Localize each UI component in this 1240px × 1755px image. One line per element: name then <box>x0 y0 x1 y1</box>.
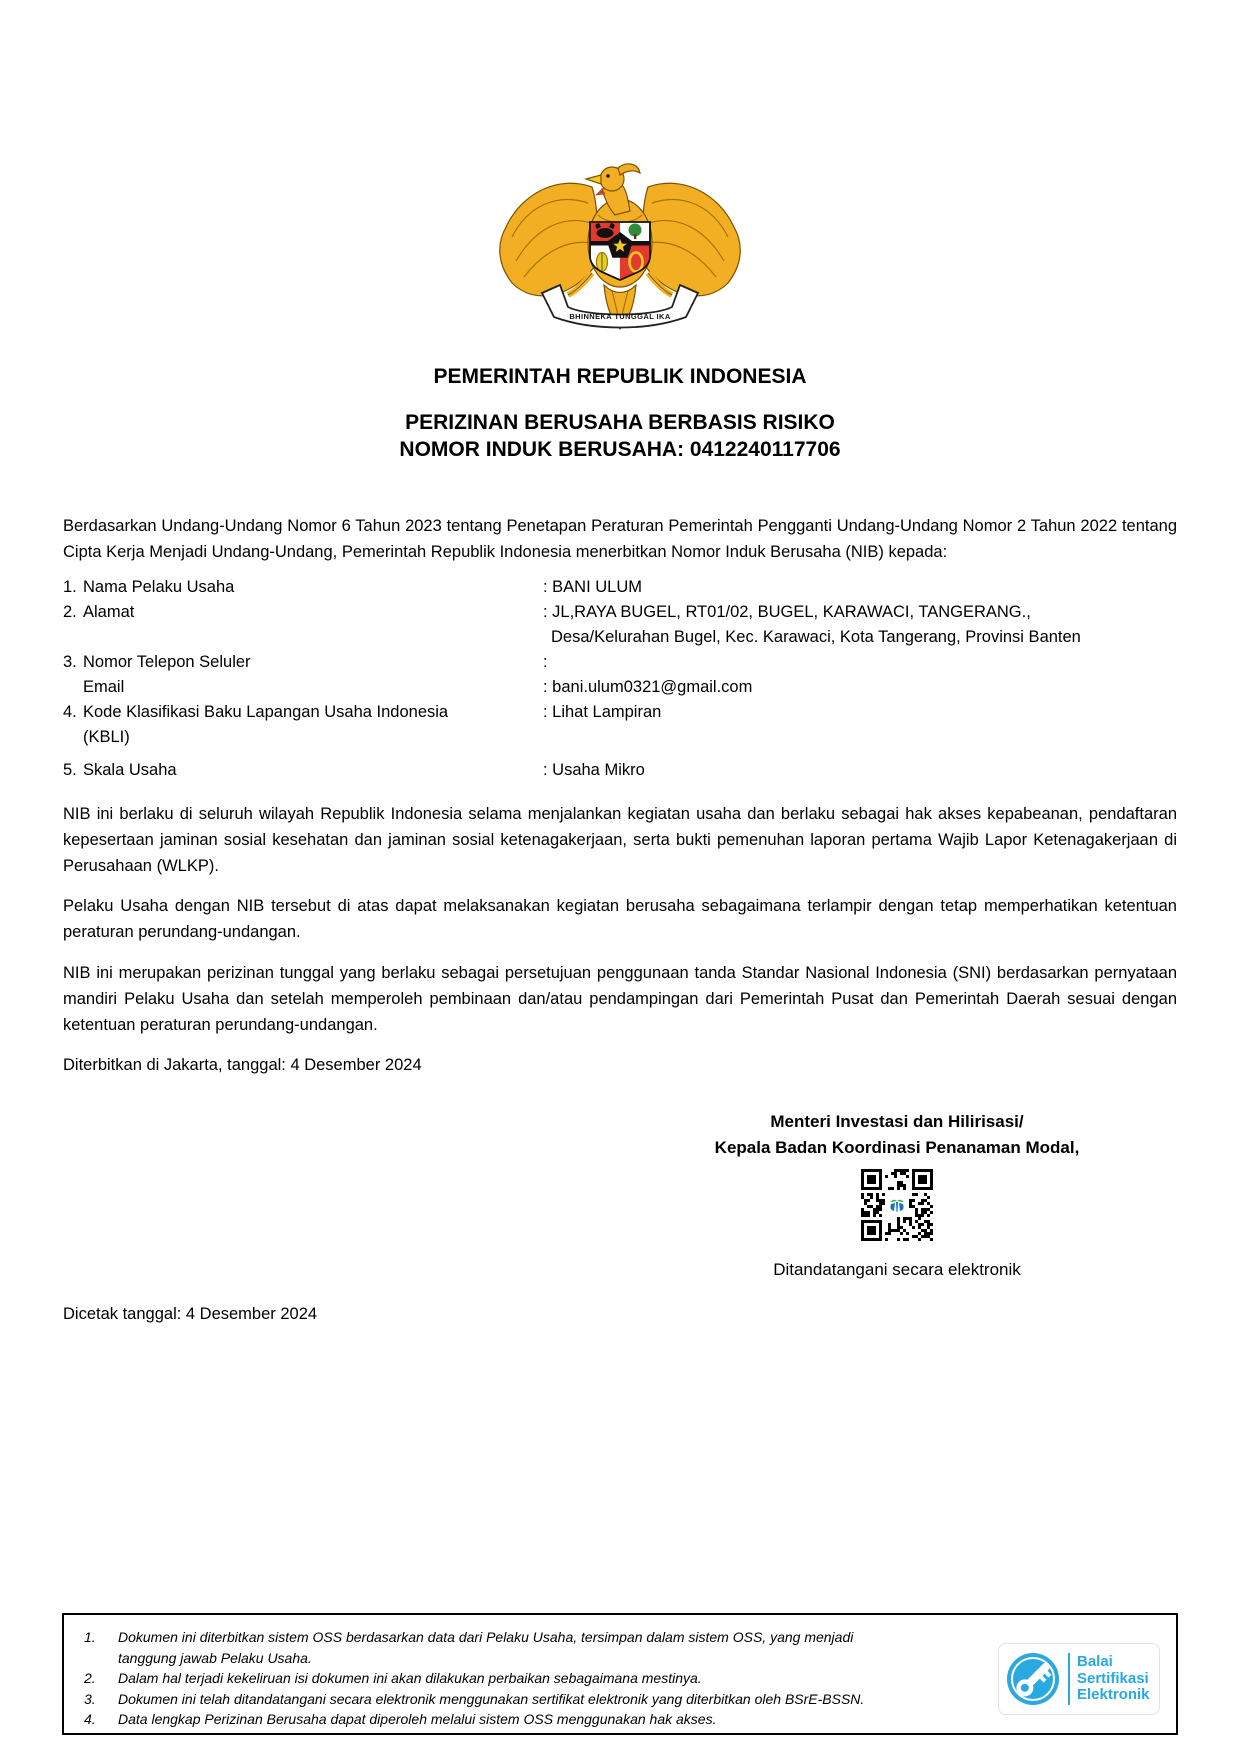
field-label: (KBLI) <box>83 728 130 746</box>
field-label: Email <box>83 678 125 696</box>
note-text: Dokumen ini diterbitkan sistem OSS berdasarkan data dari Pelaku Usaha, tersimpan dalam sistem OSS, yang menjadi tanggung jawab Pelaku Usaha. <box>118 1629 854 1666</box>
bse-key-icon <box>1005 1651 1061 1707</box>
qr-code <box>861 1169 933 1241</box>
field-value: : BANI ULUM <box>543 578 643 596</box>
bse-logo-card <box>998 1643 1160 1715</box>
field-label: Skala Usaha <box>83 761 177 779</box>
garuda-emblem-graphic <box>488 145 752 341</box>
minister-title-line2: Kepala Badan Koordinasi Penanaman Modal, <box>714 1138 1080 1157</box>
field-row <box>63 625 1177 650</box>
field-row <box>63 575 1177 600</box>
bse-logo-line2: Sertifikasi <box>1077 1669 1149 1687</box>
note-text: Dokumen ini telah ditandatangani secara elektronik menggunakan sertifikat elektronik yang diterbitkan oleh BSrE-BSSN. <box>118 1690 865 1707</box>
document-title-line1: PERIZINAN BERUSAHA BERBASIS RISIKO <box>405 411 835 434</box>
field-label: Nama Pelaku Usaha <box>83 578 235 596</box>
footer-note-row <box>84 1709 884 1730</box>
field-value: : Lihat Lampiran <box>543 703 662 721</box>
field-value: : bani.ulum0321@gmail.com <box>543 678 753 696</box>
bse-logo-text <box>1077 1654 1150 1704</box>
bkpm-logo-icon <box>885 1193 909 1217</box>
issued-line: Diterbitkan di Jakarta, tanggal: 4 Desember 2024 <box>63 1056 422 1074</box>
field-row <box>63 725 1177 750</box>
field-row <box>63 600 1177 625</box>
note-number: 3. <box>84 1690 96 1707</box>
paragraph-perizinan-tunggal: NIB ini merupakan perizinan tunggal yang berlaku sebagai persetujuan penggunaan tanda Standar Nasional Indonesia (SNI) berdasarkan pernyataan mandiri Pelaku Usaha dan setelah memperoleh pembinaan dan/atau pendampingan dari Pemerintah Pusat dan Pemerintah Daerah sesuai dengan ketentuan peraturan perundang-undangan. <box>63 964 1177 1034</box>
field-number <box>63 725 83 750</box>
bse-logo-divider <box>1068 1653 1070 1705</box>
field-number: 1. <box>63 578 77 596</box>
emblem-motto-text: BHINNEKA TUNGGAL IKA <box>569 312 671 321</box>
field-number <box>63 625 83 650</box>
field-number: 3. <box>63 653 77 671</box>
field-number: 5. <box>63 761 77 779</box>
footer-note-row <box>84 1689 884 1710</box>
government-title: PEMERINTAH REPUBLIK INDONESIA <box>433 365 807 388</box>
field-row <box>63 700 1177 725</box>
footer-notes-list <box>84 1627 884 1730</box>
detail-list <box>63 575 1177 783</box>
document-title <box>63 409 1177 463</box>
footer-notes-box <box>62 1613 1178 1735</box>
field-row <box>63 758 1177 783</box>
note-text: Data lengkap Perizinan Berusaha dapat diperoleh melalui sistem OSS menggunakan hak akses. <box>118 1711 717 1727</box>
footer-note-row <box>84 1627 884 1668</box>
field-value: : Usaha Mikro <box>543 761 645 779</box>
field-value <box>543 725 1177 750</box>
printed-line: Dicetak tanggal: 4 Desember 2024 <box>63 1305 318 1323</box>
footer-note-row <box>84 1668 884 1689</box>
note-text: Dalam hal terjadi kekeliruan isi dokumen ini akan dilakukan perbaikan sebagaimana mestinya. <box>118 1670 702 1686</box>
field-label: Alamat <box>83 603 135 621</box>
bse-logo-line3: Elektronik <box>1077 1686 1150 1704</box>
paragraph-nib-berlaku: NIB ini berlaku di seluruh wilayah Republik Indonesia selama menjalankan kegiatan usaha dan berlaku sebagai hak akses kepabeanan, pendaftaran kepesertaan jaminan sosial kesehatan dan jaminan sosial ketenagakerjaan, serta bukti pemenuhan laporan pertama Wajib Lapor Ketenagakerjaan di Perusahaan (WLKP). <box>63 805 1177 875</box>
field-value: : JL,RAYA BUGEL, RT01/02, BUGEL, KARAWACI, TANGERANG., <box>543 603 1031 621</box>
field-number <box>63 675 83 700</box>
note-number: 2. <box>84 1670 96 1686</box>
field-value: : <box>543 653 548 671</box>
field-label: Kode Klasifikasi Baku Lapangan Usaha Indonesia <box>83 703 449 721</box>
field-label <box>83 625 543 650</box>
field-value: Desa/Kelurahan Bugel, Kec. Karawaci, Kota Tangerang, Provinsi Banten <box>551 628 1081 646</box>
signature-block <box>617 1109 1177 1283</box>
field-row <box>63 650 1177 675</box>
bse-logo-line1: Balai <box>1077 1653 1113 1671</box>
paragraph-pelaku-usaha: Pelaku Usaha dengan NIB tersebut di atas dapat melaksanakan kegiatan berusaha sebagaimana terlampir dengan tetap memperhatikan ketentuan peraturan perundang-undangan. <box>63 897 1177 941</box>
minister-title-line1: Menteri Investasi dan Hilirisasi/ <box>770 1112 1024 1131</box>
nib-number-line: NOMOR INDUK BERUSAHA: 0412240117706 <box>399 438 841 461</box>
field-number: 2. <box>63 603 77 621</box>
field-row <box>63 675 1177 700</box>
intro-paragraph: Berdasarkan Undang-Undang Nomor 6 Tahun 2023 tentang Penetapan Peraturan Pemerintah Pengganti Undang-Undang Nomor 2 Tahun 2022 tentang Cipta Kerja Menjadi Undang-Undang, Pemerintah Republik Indonesia menerbitkan Nomor Induk Berusaha (NIB) kepada: <box>63 517 1177 561</box>
field-label: Nomor Telepon Seluler <box>83 653 251 671</box>
electronic-signature-note: Ditandatangani secara elektronik <box>773 1260 1021 1279</box>
note-number: 1. <box>84 1629 96 1645</box>
garuda-pancasila-emblem <box>488 145 752 341</box>
note-number: 4. <box>84 1711 96 1727</box>
field-number: 4. <box>63 703 77 721</box>
